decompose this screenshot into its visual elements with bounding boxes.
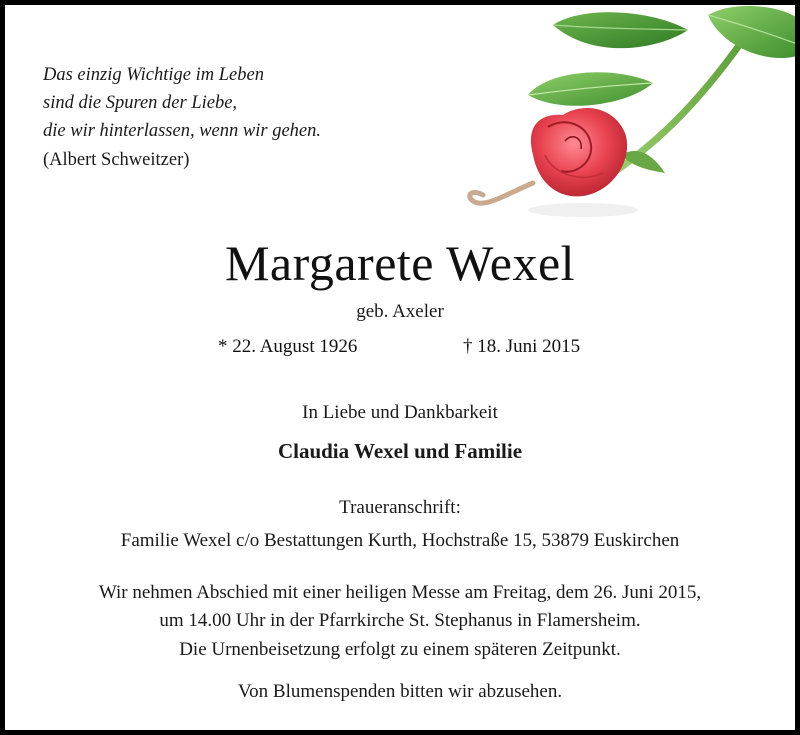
mourners-intro: In Liebe und Dankbarkeit (302, 402, 498, 423)
red-rose-icon (453, 5, 800, 230)
service-line-3: Die Urnenbeisetzung erfolgt zu einem späteren Zeitpunkt. (179, 639, 621, 660)
quote-line-3: die wir hinterlassen, wenn wir gehen. (43, 121, 321, 141)
death-date: † 18. Juni 2015 (463, 336, 581, 357)
mourners-names: Claudia Wexel und Familie (277, 439, 523, 463)
quote-line-2: sind die Spuren der Liebe, (43, 93, 238, 113)
service-line-2: um 14.00 Uhr in der Pfarrkirche St. Stephanus in Flamersheim. (159, 610, 641, 631)
address-text: Familie Wexel c/o Bestattungen Kurth, Hochstraße 15, 53879 Euskirchen (120, 530, 680, 551)
birth-name: geb. Axeler (356, 301, 444, 322)
birth-date: * 22. August 1926 (218, 336, 358, 357)
quote-author: (Albert Schweitzer) (43, 150, 190, 170)
address-label: Traueranschrift: (339, 497, 461, 518)
quote-line-1: Das einzig Wichtige im Leben (43, 65, 264, 85)
service-line-1: Wir nehmen Abschied mit einer heiligen Messe am Freitag, dem 26. Juni 2015, (98, 582, 702, 603)
closing-note: Von Blumenspenden bitten wir abzusehen. (237, 681, 563, 702)
quote-block (43, 61, 321, 174)
deceased-name: Margarete Wexel (224, 235, 576, 291)
